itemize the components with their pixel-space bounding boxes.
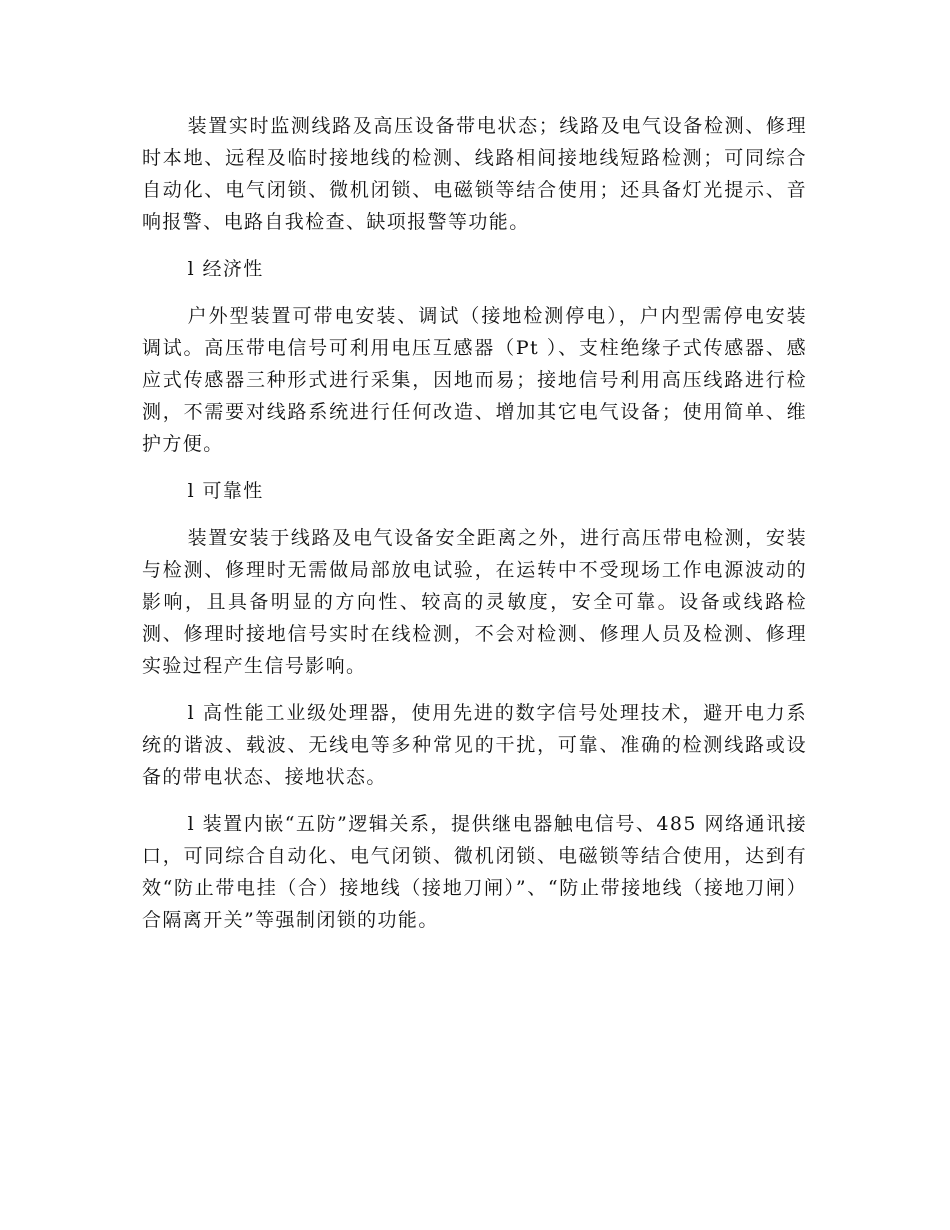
paragraph-reliability: 装置安装于线路及电气设备安全距离之外，进行高压带电检测，安装与检测、修理时无需做局部放电试验，在运转中不受现场工作电源波动的影响，且具备明显的方向性、较高的灵敏度，安全可靠。设备或线路检测、修理时接地信号实时在线检测，不会对检测、修理人员及检测、修理实验过程产生信号影响。 [142,527,807,677]
document-page [142,110,807,951]
paragraph-processor: l 高性能工业级处理器，使用先进的数字信号处理技术，避开电力系统的谐波、载波、无线电等多种常见的干扰，可靠、准确的检测线路或设备的带电状态、接地状态。 [142,702,807,788]
paragraph-five-prevention: l 装置内嵌“五防”逻辑关系，提供继电器触电信号、485 网络通讯接口，可同综合自动化、电气闭锁、微机闭锁、电磁锁等结合使用，达到有效“防止带电挂（合）接地线（接地刀闸）”、“防止带接地线（接地刀闸）合隔离开关”等强制闭锁的功能。 [142,813,807,931]
paragraph-economy: 户外型装置可带电安装、调试（接地检测停电），户内型需停电安装调试。高压带电信号可利用电压互感器（Pt ）、支柱绝缘子式传感器、感应式传感器三种形式进行采集，因地而易；接地信号利用高压线路进行检测，不需要对线路系统进行任何改造、增加其它电气设备；使用简单、维护方便。 [142,305,807,455]
paragraph-intro: 装置实时监测线路及高压设备带电状态；线路及电气设备检测、修理时本地、远程及临时接地线的检测、线路相间接地线短路检测；可同综合自动化、电气闭锁、微机闭锁、电磁锁等结合使用；还具备灯光提示、音响报警、电路自我检查、缺项报警等功能。 [142,115,807,233]
heading-reliability: l 可靠性 [187,480,264,502]
heading-economy: l 经济性 [187,258,264,280]
